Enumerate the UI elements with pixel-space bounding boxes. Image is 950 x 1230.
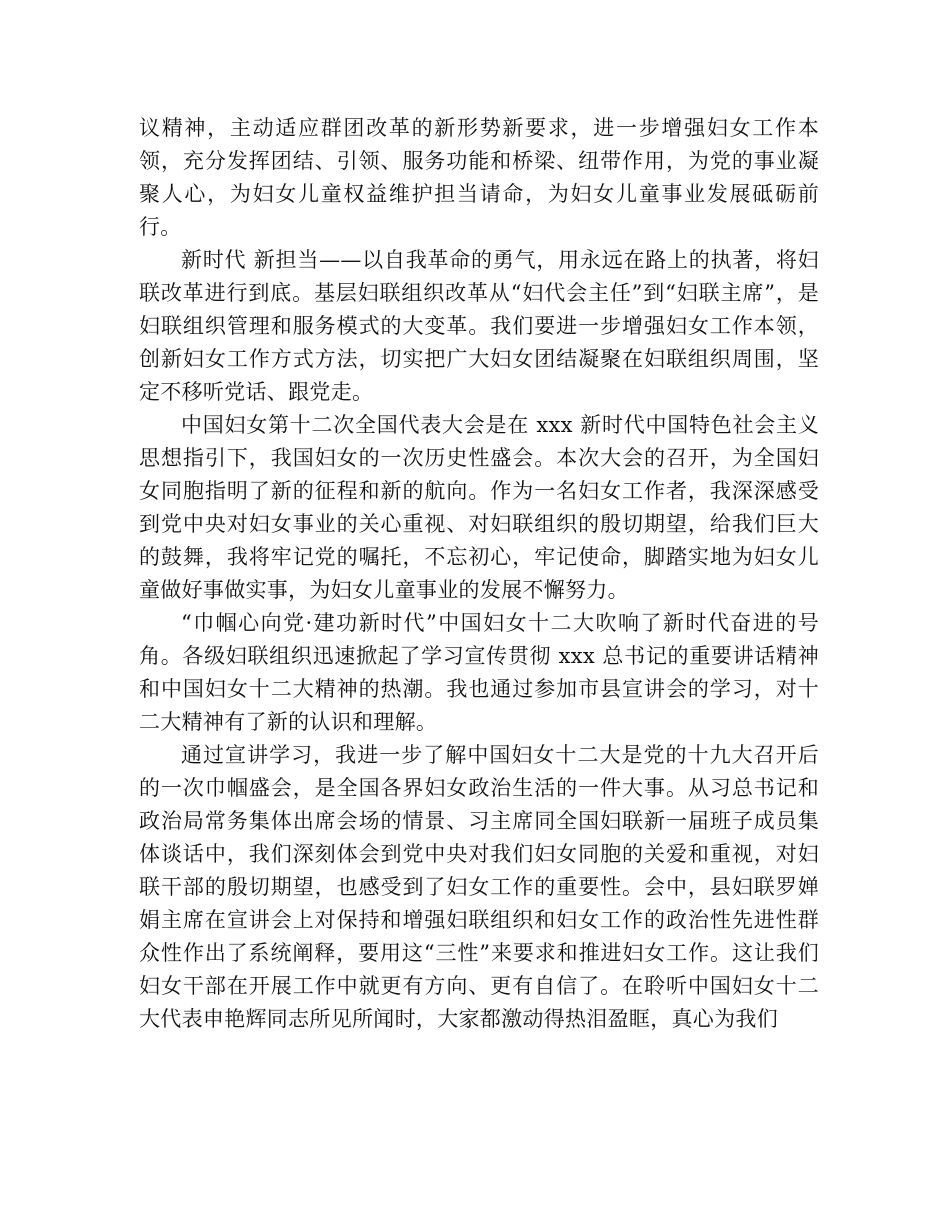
document-body bbox=[139, 112, 819, 1036]
paragraph-1: 议精神，主动适应群团改革的新形势新要求，进一步增强妇女工作本领，充分发挥团结、引领、服务功能和桥梁、纽带作用，为党的事业凝聚人心，为妇女儿童权益维护担当请命，为妇女儿童事业发展砥砺前行。 bbox=[139, 116, 819, 239]
paragraph-2: 新时代 新担当——以自我革命的勇气，用永远在路上的执著，将妇联改革进行到底。基层妇联组织改革从“妇代会主任”到“妇联主席”，是妇联组织管理和服务模式的大变革。我们要进一步增强妇女工作本领，创新妇女工作方式方法，切实把广大妇女团结凝聚在妇联组织周围，坚定不移听党话、跟党走。 bbox=[139, 248, 819, 404]
paragraph-4: “巾帼心向党·建功新时代”中国妇女十二大吹响了新时代奋进的号角。各级妇联组织迅速掀起了学习宣传贯彻 xxx 总书记的重要讲话精神和中国妇女十二大精神的热潮。我也通过参加市县宣讲会的学习，对十二大精神有了新的认识和理解。 bbox=[139, 611, 819, 734]
paragraph-5: 通过宣讲学习，我进一步了解中国妇女十二大是党的十九大召开后的一次巾帼盛会，是全国各界妇女政治生活的一件大事。从习总书记和政治局常务集体出席会场的情景、习主席同全国妇联新一届班子成员集体谈话中，我们深刻体会到党中央对我们妇女同胞的关爱和重视，对妇联干部的殷切期望，也感受到了妇女工作的重要性。会中，县妇联罗婵娟主席在宣讲会上对保持和增强妇联组织和妇女工作的政治性先进性群众性作出了系统阐释，要用这“三性”来要求和推进妇女工作。这让我们妇女干部在开展工作中就更有方向、更有自信了。在聆听中国妇女十二大代表申艳辉同志所见所闻时，大家都激动得热泪盈眶，真心为我们 bbox=[139, 743, 819, 1031]
paragraph-3: 中国妇女第十二次全国代表大会是在 xxx 新时代中国特色社会主义思想指引下，我国妇女的一次历史性盛会。本次大会的召开，为全国妇女同胞指明了新的征程和新的航向。作为一名妇女工作者，我深深感受到党中央对妇女事业的关心重视、对妇联组织的殷切期望，给我们巨大的鼓舞，我将牢记党的嘱托，不忘初心，牢记使命，脚踏实地为妇女儿童做好事做实事，为妇女儿童事业的发展不懈努力。 bbox=[139, 413, 819, 602]
